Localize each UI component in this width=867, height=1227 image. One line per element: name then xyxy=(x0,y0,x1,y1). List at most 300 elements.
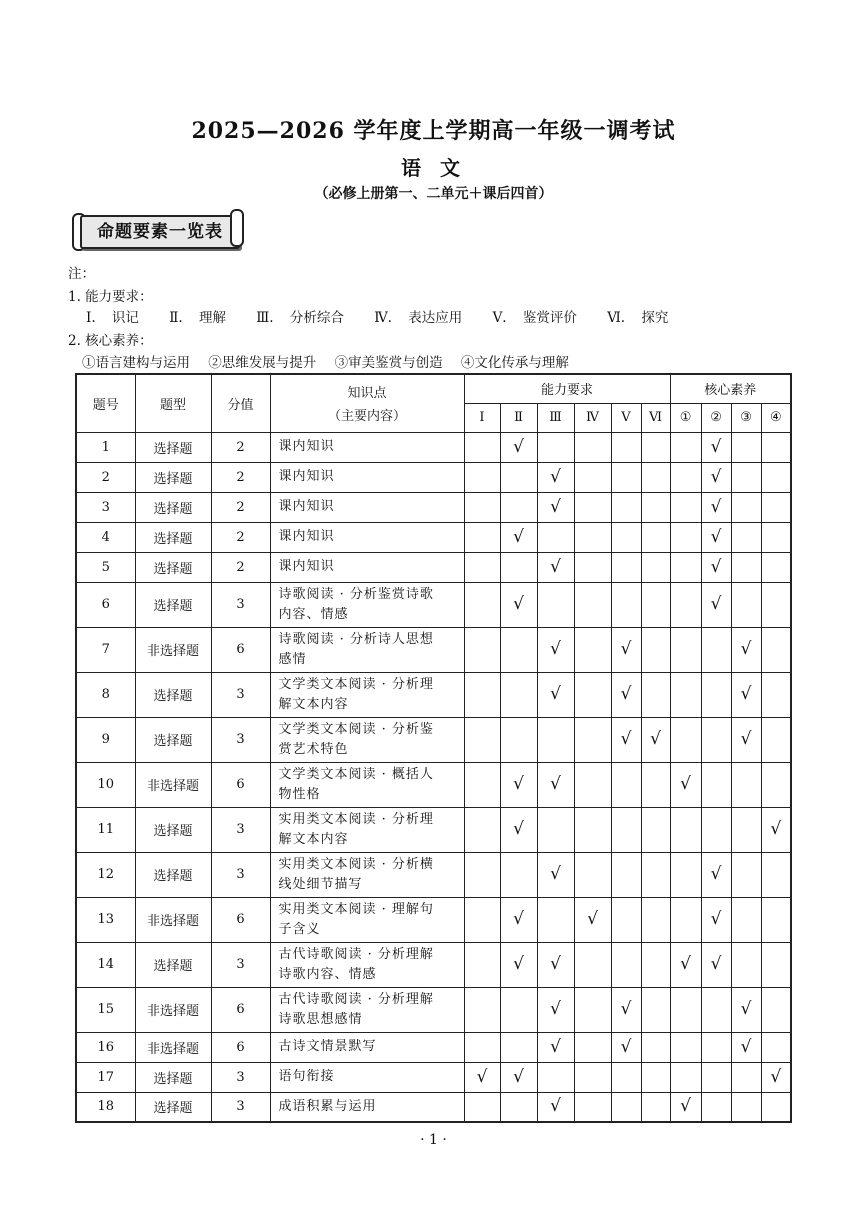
ability-cell xyxy=(464,432,500,462)
literacy-cell xyxy=(731,432,761,462)
knowledge-point-line: 文学类文本阅读 · 分析鉴 xyxy=(278,721,434,737)
ability-cell xyxy=(537,852,574,897)
question-score: 3 xyxy=(211,942,270,987)
ability-cell xyxy=(641,852,670,897)
knowledge-point-line: 解文本内容 xyxy=(278,696,349,712)
check-mark: √ xyxy=(550,684,561,704)
ability-cell xyxy=(641,522,670,552)
ability-item: Ⅳ. 表达应用 xyxy=(374,310,463,326)
literacy-cell xyxy=(731,522,761,552)
literacy-cell xyxy=(761,672,791,717)
table-row xyxy=(76,1062,791,1092)
check-mark: √ xyxy=(550,639,561,659)
check-mark: √ xyxy=(513,526,524,547)
literacy-cell xyxy=(761,432,791,462)
ability-cell xyxy=(641,1092,670,1122)
check-mark: √ xyxy=(550,864,561,884)
knowledge-point-line: 成语积累与运用 xyxy=(278,1098,377,1114)
question-score: 3 xyxy=(211,672,270,717)
ability-cell xyxy=(500,552,537,582)
question-number: 8 xyxy=(76,672,135,717)
literacy-heading: 2. 核心素养： xyxy=(68,333,153,349)
check-mark: √ xyxy=(710,594,722,614)
ability-cell xyxy=(611,672,641,717)
header-ability-level: Ⅲ xyxy=(537,403,574,432)
check-mark: √ xyxy=(620,684,632,704)
ability-cell xyxy=(641,432,670,462)
literacy-cell xyxy=(701,987,731,1032)
check-mark: √ xyxy=(770,819,782,839)
header-literacy: 核心素养 xyxy=(670,374,791,403)
literacy-cell xyxy=(701,522,731,552)
literacy-cell xyxy=(670,492,701,522)
question-type: 选择题 xyxy=(135,1092,211,1122)
header-ability: 能力要求 xyxy=(464,374,670,403)
question-number: 14 xyxy=(76,942,135,987)
knowledge-point-line: 线处细节描写 xyxy=(278,876,363,892)
table-row xyxy=(76,432,791,462)
question-type: 选择题 xyxy=(135,552,211,582)
literacy-cell xyxy=(701,1032,731,1062)
question-score: 3 xyxy=(211,582,270,627)
question-score: 3 xyxy=(211,1062,270,1092)
ability-cell xyxy=(574,897,611,942)
literacy-cell xyxy=(731,717,761,762)
ability-cell xyxy=(574,552,611,582)
ability-list xyxy=(86,306,682,326)
question-score: 6 xyxy=(211,987,270,1032)
knowledge-point-line: 课内知识 xyxy=(278,469,335,484)
literacy-item: ③审美鉴赏与创造 xyxy=(334,355,443,371)
question-score: 2 xyxy=(211,522,270,552)
literacy-list xyxy=(82,351,583,371)
ability-cell xyxy=(611,582,641,627)
literacy-cell xyxy=(731,492,761,522)
literacy-cell xyxy=(761,1032,791,1062)
header-literacy-item: ④ xyxy=(761,403,791,432)
check-mark: √ xyxy=(740,684,752,704)
literacy-cell xyxy=(701,672,731,717)
literacy-cell xyxy=(701,762,731,807)
knowledge-point xyxy=(270,672,464,717)
literacy-cell xyxy=(731,762,761,807)
question-type: 非选择题 xyxy=(135,897,211,942)
knowledge-point-line: 赏艺术特色 xyxy=(278,741,349,757)
ability-cell xyxy=(641,672,670,717)
knowledge-point xyxy=(270,1062,464,1092)
question-type: 选择题 xyxy=(135,582,211,627)
literacy-cell xyxy=(701,897,731,942)
question-score: 3 xyxy=(211,807,270,852)
question-number: 6 xyxy=(76,582,135,627)
ability-cell xyxy=(537,627,574,672)
literacy-cell xyxy=(731,582,761,627)
question-score: 3 xyxy=(211,1092,270,1122)
ability-cell xyxy=(611,1032,641,1062)
ability-cell xyxy=(464,492,500,522)
table-row xyxy=(76,492,791,522)
ability-item: Ⅲ. 分析综合 xyxy=(256,310,344,326)
ability-cell xyxy=(500,1032,537,1062)
question-number: 10 xyxy=(76,762,135,807)
ability-cell xyxy=(611,852,641,897)
question-number: 1 xyxy=(76,432,135,462)
ability-cell xyxy=(500,987,537,1032)
literacy-cell xyxy=(670,807,701,852)
literacy-cell xyxy=(701,552,731,582)
check-mark: √ xyxy=(710,466,722,487)
literacy-cell xyxy=(761,627,791,672)
ability-cell xyxy=(611,1092,641,1122)
exam-scope: （必修上册第一、二单元＋课后四首） xyxy=(314,186,553,202)
ability-cell xyxy=(537,1032,574,1062)
question-number: 13 xyxy=(76,897,135,942)
table-row xyxy=(76,717,791,762)
literacy-cell xyxy=(670,942,701,987)
knowledge-point xyxy=(270,1032,464,1062)
header-num: 题号 xyxy=(76,374,135,432)
ability-cell xyxy=(464,987,500,1032)
ability-cell xyxy=(537,432,574,462)
header-kp-title: 知识点 xyxy=(347,386,387,402)
ability-cell xyxy=(641,807,670,852)
check-mark: √ xyxy=(770,1066,782,1087)
check-mark: √ xyxy=(710,864,722,884)
ability-cell xyxy=(537,462,574,492)
ability-cell xyxy=(574,582,611,627)
ability-item: Ⅰ. 识记 xyxy=(86,310,139,326)
ability-cell xyxy=(641,897,670,942)
literacy-cell xyxy=(701,432,731,462)
header-ability-level: Ⅱ xyxy=(500,403,537,432)
knowledge-point xyxy=(270,852,464,897)
ability-cell xyxy=(574,492,611,522)
header-ability-level: Ⅳ xyxy=(574,403,611,432)
check-mark: √ xyxy=(620,999,632,1019)
question-type: 非选择题 xyxy=(135,1032,211,1062)
ability-cell xyxy=(500,582,537,627)
question-number: 7 xyxy=(76,627,135,672)
literacy-cell xyxy=(670,987,701,1032)
ability-cell xyxy=(641,492,670,522)
literacy-cell xyxy=(731,1032,761,1062)
table-row xyxy=(76,762,791,807)
header-literacy-item: ② xyxy=(701,403,731,432)
ability-cell xyxy=(611,717,641,762)
literacy-cell xyxy=(670,462,701,492)
ability-cell xyxy=(464,717,500,762)
ability-cell xyxy=(500,1092,537,1122)
check-mark: √ xyxy=(740,999,752,1019)
question-number: 18 xyxy=(76,1092,135,1122)
ability-cell xyxy=(537,807,574,852)
exam-spec-table xyxy=(75,373,792,1123)
knowledge-point-line: 子含义 xyxy=(278,921,321,937)
literacy-cell xyxy=(761,987,791,1032)
ability-cell xyxy=(574,432,611,462)
knowledge-point xyxy=(270,897,464,942)
question-type: 选择题 xyxy=(135,807,211,852)
table-row xyxy=(76,1032,791,1062)
check-mark: √ xyxy=(513,1066,524,1087)
check-mark: √ xyxy=(550,556,561,577)
knowledge-point xyxy=(270,492,464,522)
ability-cell xyxy=(500,432,537,462)
check-mark: √ xyxy=(513,774,524,794)
ability-cell xyxy=(611,987,641,1032)
table-row xyxy=(76,552,791,582)
check-mark: √ xyxy=(740,729,752,749)
literacy-item: ④文化传承与理解 xyxy=(460,355,569,371)
ability-cell xyxy=(464,942,500,987)
question-number: 15 xyxy=(76,987,135,1032)
question-number: 17 xyxy=(76,1062,135,1092)
knowledge-point xyxy=(270,717,464,762)
literacy-cell xyxy=(731,627,761,672)
exam-title: 2025—2026 学年度上学期高一年级一调考试 xyxy=(191,118,676,144)
question-type: 非选择题 xyxy=(135,987,211,1032)
table-row xyxy=(76,582,791,627)
question-score: 6 xyxy=(211,627,270,672)
literacy-cell xyxy=(761,852,791,897)
check-mark: √ xyxy=(680,1096,691,1117)
check-mark: √ xyxy=(513,954,524,974)
check-mark: √ xyxy=(513,594,524,614)
ability-cell xyxy=(464,1092,500,1122)
knowledge-point-line: 内容、情感 xyxy=(278,606,349,622)
literacy-cell xyxy=(701,852,731,897)
table-row xyxy=(76,627,791,672)
question-number: 5 xyxy=(76,552,135,582)
literacy-cell xyxy=(670,897,701,942)
knowledge-point-line: 实用类文本阅读 · 分析理 xyxy=(278,811,434,827)
knowledge-point-line: 诗歌阅读 · 分析诗人思想 xyxy=(278,631,434,647)
table-row xyxy=(76,1092,791,1122)
literacy-cell xyxy=(670,1032,701,1062)
ability-cell xyxy=(537,717,574,762)
question-score: 6 xyxy=(211,762,270,807)
question-number: 3 xyxy=(76,492,135,522)
check-mark: √ xyxy=(710,909,722,929)
ability-cell xyxy=(537,1092,574,1122)
question-score: 3 xyxy=(211,717,270,762)
ability-cell xyxy=(500,942,537,987)
knowledge-point-line: 文学类文本阅读 · 分析理 xyxy=(278,676,434,692)
ability-cell xyxy=(574,942,611,987)
ability-cell xyxy=(611,627,641,672)
ability-cell xyxy=(464,762,500,807)
question-number: 16 xyxy=(76,1032,135,1062)
question-type: 选择题 xyxy=(135,942,211,987)
check-mark: √ xyxy=(620,729,632,749)
literacy-cell xyxy=(701,582,731,627)
literacy-cell xyxy=(731,1062,761,1092)
check-mark: √ xyxy=(476,1066,488,1087)
ability-cell xyxy=(537,897,574,942)
table-row xyxy=(76,897,791,942)
ability-cell xyxy=(574,762,611,807)
header-type: 题型 xyxy=(135,374,211,432)
literacy-cell xyxy=(701,717,731,762)
ability-cell xyxy=(500,492,537,522)
ability-cell xyxy=(611,762,641,807)
table-row xyxy=(76,672,791,717)
knowledge-point-line: 感情 xyxy=(278,651,307,667)
literacy-cell xyxy=(670,552,701,582)
ability-cell xyxy=(500,852,537,897)
knowledge-point-line: 课内知识 xyxy=(278,559,335,574)
ability-cell xyxy=(641,627,670,672)
check-mark: √ xyxy=(740,639,752,659)
check-mark: √ xyxy=(513,819,524,839)
knowledge-point-line: 物性格 xyxy=(278,786,321,802)
knowledge-point-line: 课内知识 xyxy=(278,439,335,454)
ability-cell xyxy=(537,672,574,717)
knowledge-point-line: 语句衔接 xyxy=(278,1069,335,1084)
literacy-cell xyxy=(670,582,701,627)
ability-cell xyxy=(574,1062,611,1092)
header-literacy-item: ③ xyxy=(731,403,761,432)
table-row xyxy=(76,462,791,492)
table-row xyxy=(76,987,791,1032)
check-mark: √ xyxy=(550,999,561,1019)
ability-cell xyxy=(500,462,537,492)
header-ability-level: Ⅵ xyxy=(641,403,670,432)
literacy-cell xyxy=(670,852,701,897)
ability-cell xyxy=(500,522,537,552)
ability-cell xyxy=(464,552,500,582)
ability-cell xyxy=(464,1032,500,1062)
ability-cell xyxy=(464,627,500,672)
question-type: 选择题 xyxy=(135,852,211,897)
ability-item: Ⅵ. 探究 xyxy=(607,310,669,326)
banner-label: 命题要素一览表 xyxy=(97,222,223,242)
knowledge-point-line: 古代诗歌阅读 · 分析理解 xyxy=(278,946,434,962)
ability-cell xyxy=(500,762,537,807)
ability-cell xyxy=(641,462,670,492)
scroll-curl-right xyxy=(230,209,244,247)
ability-cell xyxy=(574,852,611,897)
knowledge-point xyxy=(270,522,464,552)
literacy-cell xyxy=(731,807,761,852)
knowledge-point xyxy=(270,807,464,852)
knowledge-point xyxy=(270,582,464,627)
check-mark: √ xyxy=(710,556,722,577)
ability-cell xyxy=(500,1062,537,1092)
knowledge-point-line: 课内知识 xyxy=(278,529,335,544)
ability-cell xyxy=(611,807,641,852)
literacy-cell xyxy=(731,552,761,582)
literacy-cell xyxy=(761,582,791,627)
literacy-cell xyxy=(670,1092,701,1122)
knowledge-point xyxy=(270,1092,464,1122)
question-type: 选择题 xyxy=(135,1062,211,1092)
check-mark: √ xyxy=(710,436,722,457)
knowledge-point xyxy=(270,987,464,1032)
ability-cell xyxy=(641,762,670,807)
ability-cell xyxy=(641,552,670,582)
question-number: 4 xyxy=(76,522,135,552)
ability-cell xyxy=(574,987,611,1032)
literacy-cell xyxy=(731,462,761,492)
header-knowledge-point xyxy=(270,374,464,432)
literacy-cell xyxy=(731,987,761,1032)
ability-cell xyxy=(574,627,611,672)
question-score: 3 xyxy=(211,852,270,897)
literacy-cell xyxy=(761,522,791,552)
ability-cell xyxy=(500,672,537,717)
ability-cell xyxy=(574,672,611,717)
header-score: 分值 xyxy=(211,374,270,432)
literacy-cell xyxy=(670,717,701,762)
knowledge-point-line: 文学类文本阅读 · 概括人 xyxy=(278,766,434,782)
knowledge-point xyxy=(270,942,464,987)
check-mark: √ xyxy=(710,954,722,974)
table-row xyxy=(76,852,791,897)
ability-cell xyxy=(574,522,611,552)
literacy-cell xyxy=(701,627,731,672)
header-kp-subtitle: （主要内容） xyxy=(327,409,406,425)
question-score: 2 xyxy=(211,552,270,582)
check-mark: √ xyxy=(550,954,561,974)
knowledge-point xyxy=(270,627,464,672)
ability-cell xyxy=(464,582,500,627)
ability-cell xyxy=(611,432,641,462)
check-mark: √ xyxy=(740,1036,752,1057)
ability-cell xyxy=(611,897,641,942)
literacy-cell xyxy=(731,897,761,942)
literacy-cell xyxy=(701,1092,731,1122)
ability-cell xyxy=(464,897,500,942)
literacy-cell xyxy=(701,462,731,492)
banner-body xyxy=(80,215,240,249)
knowledge-point xyxy=(270,762,464,807)
literacy-cell xyxy=(731,942,761,987)
literacy-cell xyxy=(761,942,791,987)
ability-cell xyxy=(574,1092,611,1122)
ability-cell xyxy=(537,492,574,522)
check-mark: √ xyxy=(620,639,632,659)
ability-cell xyxy=(464,672,500,717)
literacy-cell xyxy=(731,852,761,897)
question-score: 2 xyxy=(211,492,270,522)
ability-cell xyxy=(464,462,500,492)
ability-heading: 1. 能力要求： xyxy=(68,289,153,305)
check-mark: √ xyxy=(550,1096,561,1117)
literacy-cell xyxy=(731,672,761,717)
ability-cell xyxy=(574,462,611,492)
knowledge-point-line: 诗歌阅读 · 分析鉴赏诗歌 xyxy=(278,586,434,602)
literacy-cell xyxy=(701,492,731,522)
literacy-cell xyxy=(670,1062,701,1092)
knowledge-point xyxy=(270,462,464,492)
note-label: 注： xyxy=(68,266,95,282)
literacy-cell xyxy=(670,627,701,672)
literacy-cell xyxy=(761,717,791,762)
question-score: 2 xyxy=(211,462,270,492)
ability-cell xyxy=(537,552,574,582)
ability-cell xyxy=(641,1032,670,1062)
check-mark: √ xyxy=(550,774,561,794)
ability-cell xyxy=(500,627,537,672)
ability-item: Ⅴ. 鉴赏评价 xyxy=(492,310,577,326)
check-mark: √ xyxy=(550,1036,561,1057)
subject-title: 语 文 xyxy=(401,156,466,180)
literacy-cell xyxy=(761,897,791,942)
check-mark: √ xyxy=(680,954,691,974)
knowledge-point-line: 实用类文本阅读 · 分析横 xyxy=(278,856,434,872)
ability-cell xyxy=(611,552,641,582)
